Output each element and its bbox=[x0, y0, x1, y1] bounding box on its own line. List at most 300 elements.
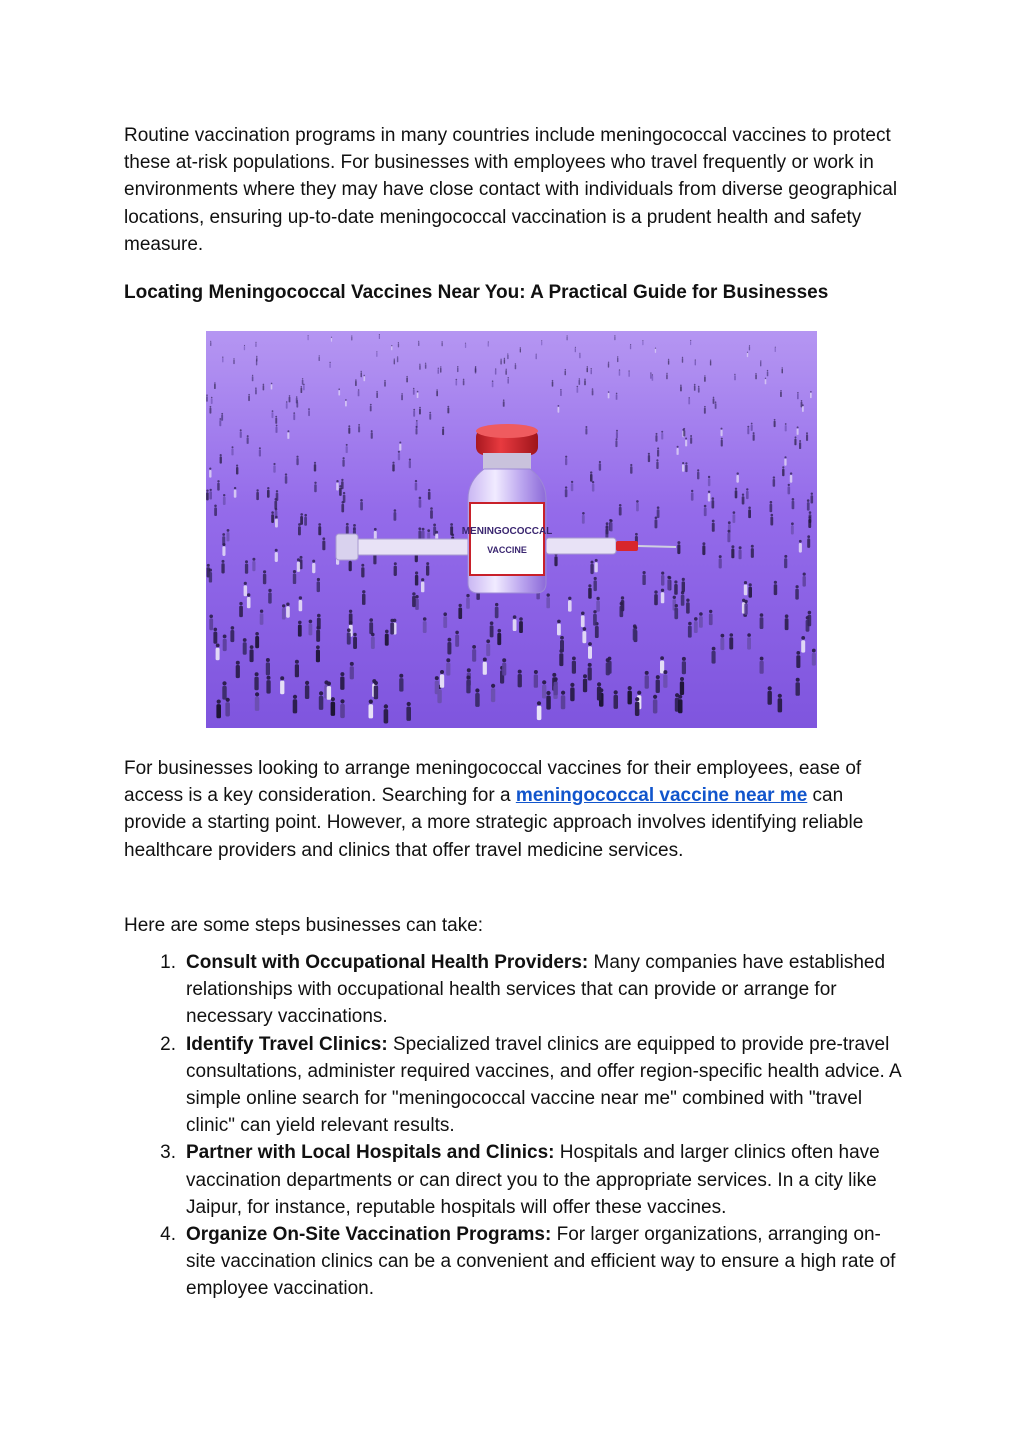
crowd-person bbox=[298, 625, 302, 637]
crowd-person-head bbox=[742, 494, 744, 496]
crowd-person bbox=[236, 467, 238, 475]
crowd-person bbox=[790, 475, 793, 483]
crowd-person-head bbox=[552, 380, 554, 382]
crowd-person-head bbox=[336, 480, 338, 482]
crowd-person bbox=[343, 495, 346, 503]
crowd-person bbox=[222, 546, 225, 556]
crowd-person bbox=[502, 663, 506, 676]
crowd-person bbox=[768, 691, 772, 705]
crowd-person-head bbox=[654, 590, 657, 593]
crowd-person-head bbox=[297, 400, 299, 402]
crowd-person bbox=[782, 469, 784, 477]
crowd-person-head bbox=[681, 591, 684, 594]
crowd-person bbox=[214, 507, 217, 516]
crowd-person-head bbox=[289, 395, 291, 397]
crowd-person-head bbox=[590, 471, 592, 473]
crowd-person-head bbox=[407, 702, 411, 706]
step-number: 1. bbox=[160, 952, 176, 973]
crowd-person bbox=[653, 699, 658, 713]
crowd-person bbox=[376, 393, 378, 398]
crowd-person-head bbox=[260, 610, 263, 613]
crowd-person bbox=[590, 474, 593, 482]
crowd-person-head bbox=[346, 523, 349, 526]
crowd-person-head bbox=[661, 431, 663, 433]
crowd-person bbox=[808, 615, 812, 627]
intro-paragraph: Routine vaccination programs in many countries include meningococcal vaccines to protect these at-risk populations. For businesses with employees who travel frequently or work in environments where they may have close contact with individuals from diverse geographical locations, ensuring up-to-date meningococcal vaccination is a prudent health and safety measure. bbox=[124, 125, 898, 255]
crowd-person bbox=[515, 365, 517, 370]
crowd-person-head bbox=[791, 522, 794, 525]
crowd-person bbox=[308, 410, 310, 416]
crowd-person bbox=[370, 406, 372, 412]
crowd-person-head bbox=[319, 691, 323, 695]
crowd-person-head bbox=[606, 522, 609, 525]
crowd-person bbox=[369, 622, 373, 634]
crowd-person-head bbox=[490, 621, 494, 625]
crowd-person-head bbox=[397, 356, 398, 357]
crowd-person-head bbox=[503, 399, 505, 401]
crowd-person bbox=[443, 616, 447, 628]
crowd-person bbox=[688, 399, 690, 405]
crowd-person bbox=[736, 475, 739, 483]
crowd-person bbox=[807, 538, 810, 548]
crowd-person-head bbox=[385, 630, 389, 634]
crowd-person-head bbox=[256, 356, 257, 357]
crowd-person bbox=[271, 514, 274, 523]
crowd-person-head bbox=[207, 564, 210, 567]
crowd-person bbox=[362, 594, 366, 605]
crowd-person-head bbox=[581, 612, 585, 616]
crowd-person-head bbox=[643, 571, 646, 574]
crowd-person bbox=[747, 637, 751, 649]
crowd-person bbox=[210, 342, 211, 346]
crowd-person-head bbox=[353, 524, 356, 527]
crowd-person-head bbox=[275, 516, 278, 519]
crowd-person bbox=[588, 646, 592, 659]
crowd-person-head bbox=[276, 425, 278, 427]
crowd-person-head bbox=[231, 626, 235, 630]
crowd-person bbox=[415, 599, 419, 610]
crowd-person-head bbox=[209, 468, 211, 470]
crowd-person-head bbox=[429, 412, 431, 414]
crowd-person-head bbox=[697, 469, 699, 471]
crowd-person-head bbox=[796, 651, 800, 655]
crowd-person bbox=[688, 626, 692, 638]
crowd-person-head bbox=[680, 385, 682, 387]
crowd-person bbox=[682, 581, 685, 592]
crowd-person-head bbox=[797, 426, 799, 428]
crowd-person bbox=[302, 380, 304, 385]
crowd-person bbox=[747, 353, 748, 357]
crowd-person bbox=[415, 483, 418, 491]
crowd-person-head bbox=[592, 481, 594, 483]
crowd-person bbox=[275, 519, 278, 528]
vaccine-near-me-link[interactable]: meningococcal vaccine near me bbox=[515, 785, 808, 807]
crowd-person bbox=[301, 388, 303, 393]
crowd-person-head bbox=[657, 447, 659, 449]
crowd-person-head bbox=[735, 488, 737, 490]
crowd-person-head bbox=[504, 358, 505, 359]
crowd-person bbox=[677, 544, 680, 554]
crowd-person-head bbox=[557, 620, 561, 624]
crowd-person-head bbox=[792, 498, 795, 501]
crowd-person bbox=[713, 398, 715, 404]
crowd-person bbox=[384, 709, 389, 723]
crowd-person bbox=[599, 463, 601, 470]
crowd-person-head bbox=[668, 359, 669, 360]
crowd-person bbox=[674, 608, 678, 620]
crowd-person bbox=[465, 344, 466, 348]
crowd-person-head bbox=[635, 533, 638, 536]
crowd-person bbox=[567, 337, 568, 341]
steps-intro: Here are some steps businesses can take: bbox=[124, 915, 484, 936]
crowd-person-head bbox=[435, 676, 439, 680]
crowd-person-head bbox=[369, 700, 373, 704]
crowd-person-head bbox=[577, 386, 579, 388]
crowd-person-head bbox=[399, 442, 401, 444]
crowd-person-head bbox=[412, 592, 415, 595]
crowd-person-head bbox=[704, 406, 706, 408]
crowd-person bbox=[442, 342, 443, 346]
crowd-person bbox=[770, 504, 773, 513]
crowd-person bbox=[259, 450, 261, 457]
crowd-person bbox=[364, 376, 366, 381]
crowd-person bbox=[247, 437, 249, 444]
crowd-person bbox=[505, 370, 507, 375]
crowd-person-head bbox=[677, 446, 679, 448]
crowd-person-head bbox=[287, 430, 289, 432]
crowd-person bbox=[419, 499, 422, 507]
crowd-person bbox=[268, 593, 272, 604]
crowd-person bbox=[223, 497, 226, 505]
crowd-person-head bbox=[596, 597, 599, 600]
crowd-person-head bbox=[704, 505, 707, 508]
crowd-person-head bbox=[370, 404, 372, 406]
crowd-person bbox=[398, 453, 400, 460]
crowd-person-head bbox=[498, 629, 502, 633]
crowd-person-head bbox=[712, 520, 715, 523]
crowd-person-head bbox=[422, 528, 425, 531]
crowd-person bbox=[595, 562, 598, 572]
crowd-person-head bbox=[771, 514, 774, 517]
crowd-person-head bbox=[592, 388, 594, 390]
crowd-person bbox=[680, 681, 684, 695]
crowd-person bbox=[751, 425, 753, 431]
crowd-person bbox=[394, 360, 395, 364]
crowd-person bbox=[635, 702, 640, 716]
crowd-person-head bbox=[233, 358, 234, 359]
crowd-person bbox=[360, 502, 363, 511]
crowd-person bbox=[748, 509, 751, 518]
crowd-person-head bbox=[775, 347, 776, 348]
crowd-person bbox=[587, 368, 589, 373]
crowd-person bbox=[642, 341, 643, 345]
crowd-person-head bbox=[440, 366, 441, 367]
crowd-person bbox=[685, 465, 687, 472]
crowd-person-head bbox=[394, 562, 397, 565]
crowd-person-head bbox=[314, 462, 316, 464]
crowd-person-head bbox=[546, 691, 550, 695]
crowd-person bbox=[572, 661, 576, 674]
crowd-person-head bbox=[309, 620, 313, 624]
crowd-person bbox=[536, 355, 537, 359]
crowd-person-head bbox=[734, 374, 735, 375]
crowd-person-head bbox=[768, 686, 772, 690]
crowd-person bbox=[399, 678, 403, 692]
crowd-person bbox=[592, 484, 595, 492]
crowd-person-head bbox=[796, 585, 799, 588]
crowd-person bbox=[645, 675, 649, 688]
crowd-person bbox=[243, 642, 247, 655]
crowd-person bbox=[446, 663, 450, 676]
crowd-person bbox=[657, 509, 660, 518]
crowd-person bbox=[314, 484, 317, 492]
crowd-person bbox=[791, 525, 794, 534]
crowd-person-head bbox=[751, 423, 753, 425]
crowd-person-head bbox=[583, 674, 587, 678]
crowd-person bbox=[682, 661, 686, 674]
crowd-person-head bbox=[812, 649, 816, 653]
crowd-person-head bbox=[811, 493, 813, 495]
crowd-person-head bbox=[744, 581, 747, 584]
crowd-person bbox=[213, 632, 217, 644]
crowd-person bbox=[300, 516, 303, 525]
crowd-person bbox=[463, 380, 465, 385]
crowd-person-head bbox=[667, 576, 670, 579]
crowd-person-head bbox=[358, 389, 360, 391]
crowd-person bbox=[314, 464, 316, 471]
crowd-person-head bbox=[542, 680, 546, 684]
crowd-person-head bbox=[712, 497, 715, 500]
crowd-person-head bbox=[565, 369, 566, 370]
crowd-person-head bbox=[708, 491, 710, 493]
crowd-person-head bbox=[351, 335, 352, 336]
crowd-person-head bbox=[547, 593, 550, 596]
crowd-person-head bbox=[585, 426, 587, 428]
crowd-person-head bbox=[608, 391, 610, 393]
crowd-person bbox=[616, 394, 618, 399]
crowd-person-head bbox=[565, 456, 567, 458]
crowd-person bbox=[274, 501, 277, 509]
crowd-person bbox=[655, 349, 656, 353]
crowd-person-head bbox=[331, 337, 332, 338]
crowd-person-head bbox=[788, 484, 790, 486]
crowd-person-head bbox=[371, 430, 373, 432]
crowd-person-head bbox=[567, 335, 568, 336]
crowd-person-head bbox=[682, 462, 684, 464]
crowd-person bbox=[799, 543, 802, 553]
crowd-person-head bbox=[475, 688, 479, 692]
crowd-person bbox=[244, 585, 248, 596]
crowd-person-head bbox=[216, 644, 220, 648]
crowd-person bbox=[788, 486, 791, 494]
crowd-person bbox=[413, 411, 415, 417]
crowd-person-head bbox=[455, 631, 459, 635]
crowd-person bbox=[425, 364, 427, 369]
crowd-person-head bbox=[255, 387, 257, 389]
crowd-person bbox=[209, 618, 213, 630]
crowd-person-head bbox=[362, 590, 365, 593]
crowd-person-head bbox=[502, 658, 506, 662]
crowd-person bbox=[466, 680, 470, 694]
crowd-person-head bbox=[650, 372, 651, 373]
crowd-person bbox=[458, 608, 462, 620]
crowd-person-head bbox=[346, 444, 348, 446]
crowd-person-head bbox=[773, 476, 775, 478]
crowd-person bbox=[399, 444, 401, 451]
crowd-person-head bbox=[343, 457, 345, 459]
crowd-person-head bbox=[210, 406, 212, 408]
step-text: Hospitals and larger clinics often have vaccination departments or can direct you to the appropriate services. In a city like Jaipur, for instance, reputable hospitals will offer these vaccines. bbox=[186, 1142, 880, 1218]
crowd-person bbox=[784, 459, 786, 466]
crowd-person-head bbox=[483, 658, 487, 662]
crowd-person-head bbox=[778, 694, 782, 698]
crowd-person bbox=[648, 455, 650, 462]
crowd-person bbox=[466, 598, 470, 609]
crowd-person bbox=[720, 638, 724, 650]
crowd-person-head bbox=[675, 604, 678, 607]
crowd-person-head bbox=[570, 683, 574, 687]
crowd-person bbox=[807, 502, 810, 511]
crowd-person-head bbox=[801, 636, 805, 640]
crowd-person bbox=[785, 425, 787, 431]
crowd-person-head bbox=[709, 610, 712, 613]
crowd-person-head bbox=[293, 695, 297, 699]
crowd-person bbox=[667, 579, 670, 590]
crowd-person-head bbox=[236, 661, 240, 665]
crowd-person-head bbox=[748, 507, 751, 510]
crowd-person bbox=[346, 446, 348, 453]
crowd-person-head bbox=[683, 428, 685, 430]
crowd-person-head bbox=[808, 611, 812, 615]
crowd-person bbox=[661, 433, 663, 440]
crowd-person bbox=[582, 631, 586, 643]
crowd-person-head bbox=[688, 397, 690, 399]
crowd-person-head bbox=[317, 614, 321, 618]
crowd-person bbox=[412, 596, 416, 607]
crowd-person bbox=[678, 699, 683, 713]
crowd-person-head bbox=[406, 376, 407, 377]
crowd-person bbox=[355, 381, 357, 386]
crowd-person bbox=[808, 519, 811, 528]
crowd-person-head bbox=[770, 501, 773, 504]
crowd-person-head bbox=[534, 670, 538, 674]
crowd-person bbox=[397, 358, 398, 362]
crowd-person-head bbox=[614, 690, 618, 694]
crowd-person bbox=[296, 458, 298, 465]
crowd-person bbox=[423, 621, 427, 633]
crowd-person-head bbox=[799, 540, 802, 543]
crowd-person bbox=[568, 600, 572, 611]
crowd-person bbox=[390, 623, 394, 635]
crowd-person bbox=[429, 414, 431, 420]
steps-list bbox=[140, 949, 910, 1303]
crowd-person bbox=[760, 617, 764, 629]
crowd-person bbox=[588, 667, 592, 680]
crowd-person-head bbox=[392, 462, 394, 464]
crowd-person bbox=[507, 355, 508, 359]
crowd-person bbox=[256, 492, 259, 500]
crowd-person bbox=[561, 695, 566, 709]
crowd-person-head bbox=[347, 628, 351, 632]
crowd-person-head bbox=[628, 686, 632, 690]
crowd-person bbox=[731, 549, 734, 559]
crowd-person-head bbox=[495, 368, 496, 369]
crowd-person-head bbox=[747, 352, 748, 353]
crowd-person bbox=[348, 428, 350, 434]
crowd-person bbox=[374, 686, 378, 700]
crowd-person-head bbox=[438, 368, 439, 369]
step-title: Identify Travel Clinics: bbox=[186, 1033, 388, 1055]
crowd-person bbox=[588, 588, 592, 599]
crowd-person bbox=[318, 526, 321, 535]
crowd-person bbox=[394, 512, 397, 521]
crowd-person-head bbox=[296, 456, 298, 458]
crowd-person-head bbox=[282, 604, 285, 607]
crowd-person-head bbox=[808, 516, 811, 519]
crowd-person-head bbox=[349, 621, 353, 625]
crowd-person-head bbox=[450, 523, 453, 526]
crowd-person-head bbox=[415, 595, 418, 598]
crowd-person bbox=[415, 575, 418, 586]
crowd-person bbox=[546, 597, 550, 608]
crowd-person-head bbox=[579, 353, 580, 354]
crowd-person bbox=[596, 601, 600, 612]
crowd-person-head bbox=[682, 578, 685, 581]
crowd-person-head bbox=[317, 578, 320, 581]
crowd-person bbox=[255, 389, 257, 394]
crowd-person bbox=[504, 359, 505, 363]
step-title: Consult with Occupational Health Providers: bbox=[186, 952, 589, 973]
list-item bbox=[140, 1139, 910, 1221]
crowd-person bbox=[755, 375, 757, 380]
crowd-person-head bbox=[239, 602, 242, 605]
crowd-person-head bbox=[340, 699, 344, 703]
crowd-person-head bbox=[236, 465, 238, 467]
crowd-person-head bbox=[472, 645, 476, 649]
crowd-person bbox=[812, 653, 816, 666]
crowd-person bbox=[615, 440, 617, 447]
crowd-person-head bbox=[316, 645, 320, 649]
step-number: 3. bbox=[160, 1142, 176, 1164]
crowd-person-head bbox=[286, 603, 289, 606]
crowd-person bbox=[398, 343, 399, 347]
crowd-person-head bbox=[656, 433, 658, 435]
crowd-person-head bbox=[384, 380, 386, 382]
crowd-person-head bbox=[384, 704, 388, 708]
crowd-person bbox=[654, 594, 658, 605]
crowd-person-head bbox=[418, 527, 421, 530]
vaccine-illustration bbox=[206, 331, 817, 728]
crowd-person-head bbox=[560, 636, 564, 640]
crowd-person-head bbox=[394, 509, 397, 512]
crowd-person-head bbox=[427, 529, 430, 532]
crowd-person bbox=[591, 370, 593, 375]
crowd-person-head bbox=[708, 476, 710, 478]
crowd-person bbox=[440, 368, 442, 373]
crowd-person-head bbox=[466, 676, 470, 680]
crowd-person bbox=[286, 606, 290, 617]
crowd-person-head bbox=[371, 633, 375, 637]
step-title: Organize On-Site Vaccination Programs: bbox=[186, 1224, 552, 1246]
crowd-person-head bbox=[312, 560, 315, 563]
crowd-person bbox=[331, 702, 336, 716]
crowd-person-head bbox=[621, 596, 624, 599]
crowd-person bbox=[373, 554, 376, 564]
crowd-person bbox=[312, 563, 315, 573]
crowd-person bbox=[392, 464, 394, 471]
crowd-person-head bbox=[442, 427, 444, 429]
crowd-person bbox=[760, 661, 764, 674]
